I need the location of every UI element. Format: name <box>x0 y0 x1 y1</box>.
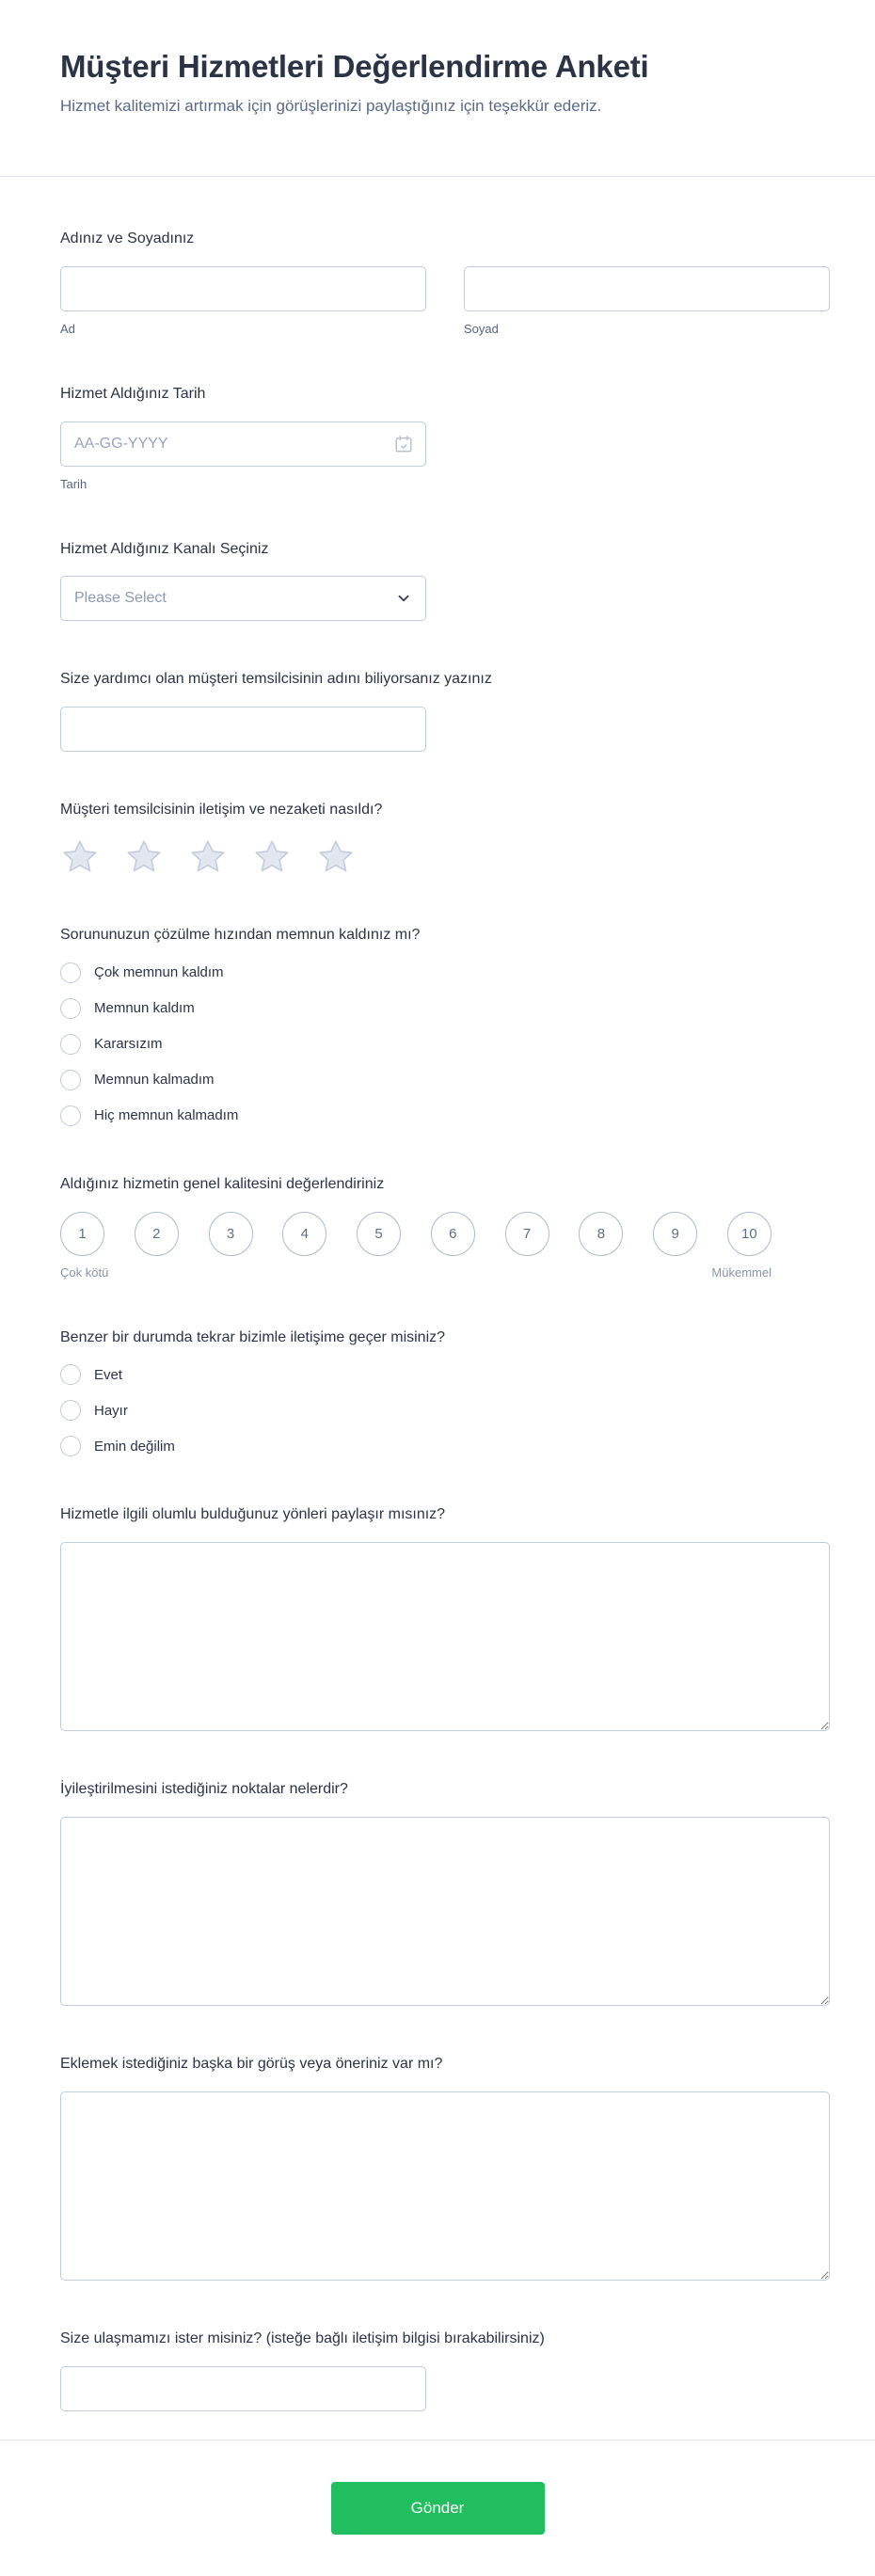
scale-option-2[interactable]: 2 <box>135 1212 179 1256</box>
radio-circle-icon <box>60 1364 81 1385</box>
select-placeholder: Please Select <box>74 590 167 607</box>
question-resolution-speed <box>60 926 830 1126</box>
scale-min-label: Çok kötü <box>60 1264 109 1280</box>
page-title: Müşteri Hizmetleri Değerlendirme Anketi <box>60 49 649 84</box>
question-label: Hizmet Aldığınız Kanalı Seçiniz <box>60 540 269 557</box>
radio-circle-icon <box>60 1436 81 1456</box>
scale-option-3[interactable]: 3 <box>209 1212 253 1256</box>
radio-circle-icon <box>60 1400 81 1421</box>
chevron-down-icon <box>395 590 412 607</box>
question-label: Eklemek istediğiniz başka bir görüş veya öneriniz var mı? <box>60 2055 443 2072</box>
first-name-column <box>60 266 426 336</box>
radio-circle-icon <box>60 1105 81 1126</box>
submit-button[interactable]: Gönder <box>331 2482 545 2535</box>
form-footer <box>0 2440 875 2576</box>
question-label: Aldığınız hizmetin genel kalitesini değerlendiriniz <box>60 1175 385 1192</box>
question-label: Hizmet Aldığınız Tarih <box>60 385 206 402</box>
question-channel <box>60 540 830 622</box>
scale-option-1[interactable]: 1 <box>60 1212 104 1256</box>
radio-option-label: Hiç memnun kalmadım <box>94 1107 239 1124</box>
question-courtesy-rating <box>60 801 830 877</box>
question-overall-quality <box>60 1175 830 1280</box>
scale-max-label: Mükemmel <box>711 1264 772 1280</box>
scale-option-8[interactable]: 8 <box>579 1212 623 1256</box>
scale-option-9[interactable]: 9 <box>653 1212 697 1256</box>
question-label: Sorununuzun çözülme hızından memnun kaldınız mı? <box>60 926 421 943</box>
rep-name-input[interactable] <box>60 707 426 752</box>
question-label: Hizmetle ilgili olumlu bulduğunuz yönleri paylaşır mısınız? <box>60 1506 446 1523</box>
radio-option[interactable] <box>60 1436 830 1456</box>
date-sublabel: Tarih <box>60 476 88 491</box>
scale-row <box>60 1212 772 1256</box>
contact-info-input[interactable] <box>60 2366 426 2411</box>
question-label: İyileştirilmesini istediğiniz noktalar nelerdir? <box>60 1781 348 1798</box>
name-columns <box>60 266 830 336</box>
star-icon-2[interactable] <box>124 837 164 877</box>
question-positives <box>60 1505 830 1731</box>
scale-option-10[interactable]: 10 <box>727 1212 772 1256</box>
radio-option[interactable] <box>60 1364 830 1385</box>
question-contact-info <box>60 2330 830 2411</box>
radio-option-label: Memnun kalmadım <box>94 1072 215 1089</box>
channel-select[interactable] <box>60 576 426 621</box>
radio-circle-icon <box>60 998 81 1019</box>
radio-option[interactable] <box>60 998 830 1019</box>
scale-option-4[interactable]: 4 <box>282 1212 326 1256</box>
radio-option-label: Çok memnun kaldım <box>94 964 224 981</box>
last-name-input[interactable] <box>464 266 830 311</box>
scale-endpoint-labels <box>60 1265 772 1280</box>
scale-option-5[interactable]: 5 <box>357 1212 401 1256</box>
question-label: Size yardımcı olan müşteri temsilcisinin adını biliyorsanız yazınız <box>60 671 492 688</box>
question-date <box>60 385 830 491</box>
question-name <box>60 230 830 336</box>
question-label: Size ulaşmamızı ister misiniz? (isteğe bağlı iletişim bilgisi bırakabilirsiniz) <box>60 2330 545 2346</box>
radio-option-label: Emin değilim <box>94 1438 175 1455</box>
last-name-sublabel: Soyad <box>464 321 499 336</box>
radio-option-label: Kararsızım <box>94 1036 163 1053</box>
scale-option-6[interactable]: 6 <box>431 1212 475 1256</box>
radio-circle-icon <box>60 962 81 983</box>
radio-option-label: Evet <box>94 1366 123 1383</box>
form-body <box>0 177 875 2440</box>
question-label: Adınız ve Soyadınız <box>60 231 195 246</box>
first-name-input[interactable] <box>60 266 426 311</box>
star-icon-1[interactable] <box>60 837 100 877</box>
radio-group-contact-again <box>60 1364 830 1456</box>
question-improvements <box>60 1780 830 2006</box>
radio-option[interactable] <box>60 962 830 983</box>
star-icon-4[interactable] <box>252 837 292 877</box>
question-label: Benzer bir durumda tekrar bizimle iletişime geçer misiniz? <box>60 1328 446 1345</box>
star-icon-3[interactable] <box>188 837 228 877</box>
positives-textarea[interactable] <box>60 1542 830 1731</box>
radio-option[interactable] <box>60 1034 830 1055</box>
star-icon-5[interactable] <box>316 837 356 877</box>
form-header <box>0 0 875 177</box>
first-name-sublabel: Ad <box>60 321 75 336</box>
question-rep-name <box>60 670 830 752</box>
radio-option-label: Memnun kaldım <box>94 1000 195 1017</box>
star-rating <box>60 837 830 877</box>
improvements-textarea[interactable] <box>60 1817 830 2006</box>
question-contact-again <box>60 1328 830 1457</box>
radio-option[interactable] <box>60 1070 830 1090</box>
radio-group-resolution-speed <box>60 962 830 1126</box>
last-name-column <box>464 266 830 336</box>
other-comments-textarea[interactable] <box>60 2091 830 2281</box>
date-field <box>60 421 426 467</box>
radio-option-label: Hayır <box>94 1402 128 1419</box>
radio-option[interactable] <box>60 1400 830 1421</box>
date-input[interactable] <box>60 421 426 467</box>
radio-circle-icon <box>60 1034 81 1055</box>
radio-option[interactable] <box>60 1105 830 1126</box>
scale-option-7[interactable]: 7 <box>505 1212 549 1256</box>
page-subtitle: Hizmet kalitemizi artırmak için görüşlerinizi paylaştığınız için teşekkür ederiz. <box>60 97 602 115</box>
radio-circle-icon <box>60 1070 81 1090</box>
question-label: Müşteri temsilcisinin iletişim ve nezaketi nasıldı? <box>60 802 383 819</box>
rating-scale <box>60 1212 772 1280</box>
question-other-comments <box>60 2055 830 2281</box>
